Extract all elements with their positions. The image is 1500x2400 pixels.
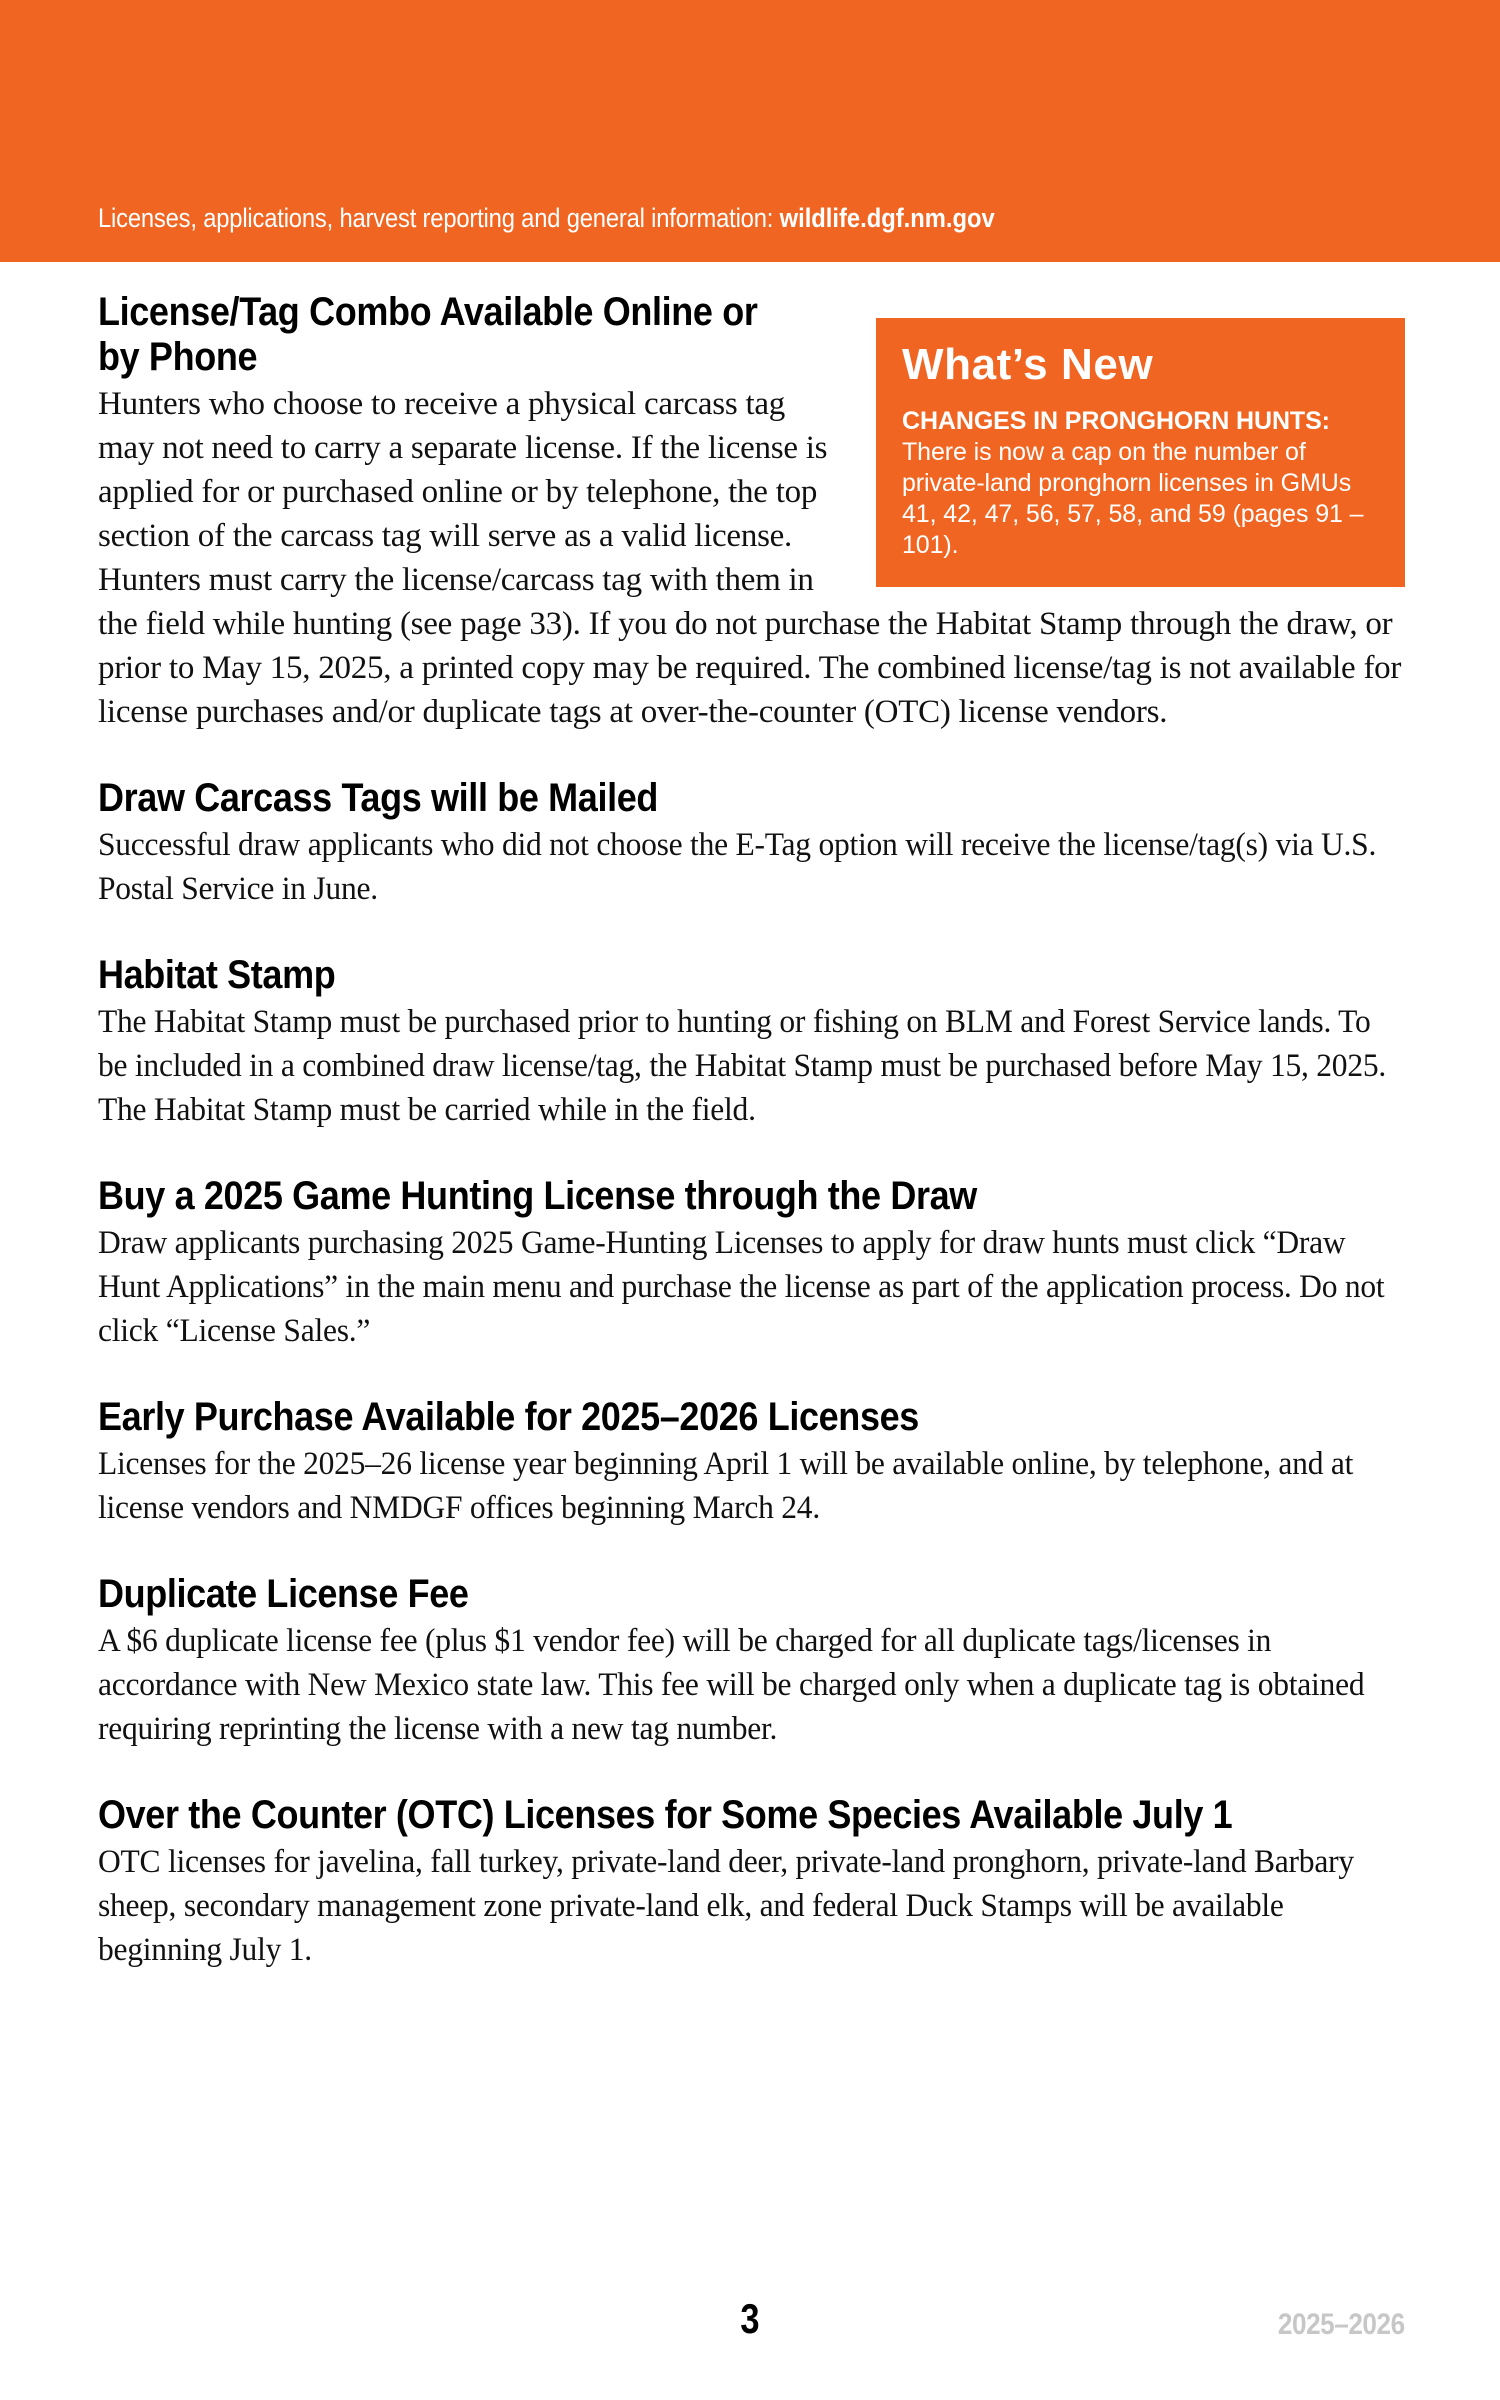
- footer-page-number: 3: [740, 2295, 760, 2342]
- section-heading-duplicate-license-fee: Duplicate License Fee: [98, 1572, 469, 1616]
- section-license-tag-combo: [98, 290, 1405, 734]
- section-duplicate-license-fee: [98, 1572, 1405, 1751]
- whats-new-body: [902, 406, 1381, 561]
- whats-new-title: What’s New: [902, 340, 1154, 389]
- footer-license-year: 2025–2026: [1278, 2308, 1405, 2341]
- page-content: [98, 290, 1405, 2014]
- section-heading-habitat-stamp: Habitat Stamp: [98, 953, 336, 997]
- section-heading-buy-game-hunting-license: Buy a 2025 Game Hunting License through the Draw: [98, 1174, 977, 1218]
- section-body-otc-licenses: OTC licenses for javelina, fall turkey, private-land deer, private-land pronghorn, private-land Barbary sheep, secondary management zone private-land elk, and federal Duck Stamps will be available beginning July 1.: [98, 1844, 1354, 1968]
- banner-lead-text: Licenses, applications, harvest reporting and general information:: [98, 203, 780, 233]
- section-habitat-stamp: [98, 953, 1405, 1132]
- banner-info-line: [98, 203, 995, 234]
- section-body-duplicate-license-fee: A $6 duplicate license fee (plus $1 vendor fee) will be charged for all duplicate tags/licenses in accordance with New Mexico state law. This fee will be charged only when a duplicate tag is obtained requiring reprinting the license with a new tag number.: [98, 1623, 1365, 1747]
- section-body-early-purchase: Licenses for the 2025–26 license year beginning April 1 will be available online, by telephone, and at license vendors and NMDGF offices beginning March 24.: [98, 1446, 1354, 1526]
- section-heading-early-purchase: Early Purchase Available for 2025–2026 Licenses: [98, 1395, 919, 1439]
- section-body-draw-carcass-tags: Successful draw applicants who did not choose the E-Tag option will receive the license/tag(s) via U.S. Postal Service in June.: [98, 827, 1377, 907]
- section-early-purchase: [98, 1395, 1405, 1530]
- whats-new-detail-text: There is now a cap on the number of private-land pronghorn licenses in GMUs 41, 42, 47, 56, 57, 58, and 59 (pages 91 – 101).: [902, 438, 1364, 559]
- section-heading-otc-licenses: Over the Counter (OTC) Licenses for Some Species Available July 1: [98, 1793, 1233, 1837]
- banner-url[interactable]: wildlife.dgf.nm.gov: [779, 203, 995, 233]
- top-orange-banner: [0, 0, 1500, 262]
- section-body-buy-game-hunting-license: Draw applicants purchasing 2025 Game-Hunting Licenses to apply for draw hunts must click “Draw Hunt Applications” in the main menu and purchase the license as part of the application process. Do not click “License Sales.”: [98, 1225, 1385, 1349]
- section-otc-licenses: [98, 1793, 1405, 1972]
- section-draw-carcass-tags: [98, 776, 1405, 911]
- whats-new-callout-box: [876, 318, 1405, 587]
- section-body-text: Hunters who choose to receive a physical carcass tag may not need to carry a separate license. If the license is applied for or purchased online or by telephone, the top section of the carcass tag will serve as a valid license. Hunters must carry the license/carcass tag with them in the field while hunting (see page 33). If you do not purchase the Habitat Stamp through the draw, or prior to May 15, 2025, a printed copy may be required. The combined license/tag is not available for license purchases and/or duplicate tags at over-the-counter (OTC) license vendors.: [98, 386, 1402, 730]
- section-buy-game-hunting-license: [98, 1174, 1405, 1353]
- section-heading-draw-carcass-tags: Draw Carcass Tags will be Mailed: [98, 776, 659, 820]
- section-heading-license-tag-combo: License/Tag Combo Available Online or by Phone: [98, 290, 758, 379]
- whats-new-lead-label: CHANGES IN PRONGHORN HUNTS:: [902, 407, 1330, 435]
- section-body-habitat-stamp: The Habitat Stamp must be purchased prior to hunting or fishing on BLM and Forest Service lands. To be included in a combined draw license/tag, the Habitat Stamp must be purchased before May 15, 2025. The Habitat Stamp must be carried while in the field.: [98, 1004, 1387, 1128]
